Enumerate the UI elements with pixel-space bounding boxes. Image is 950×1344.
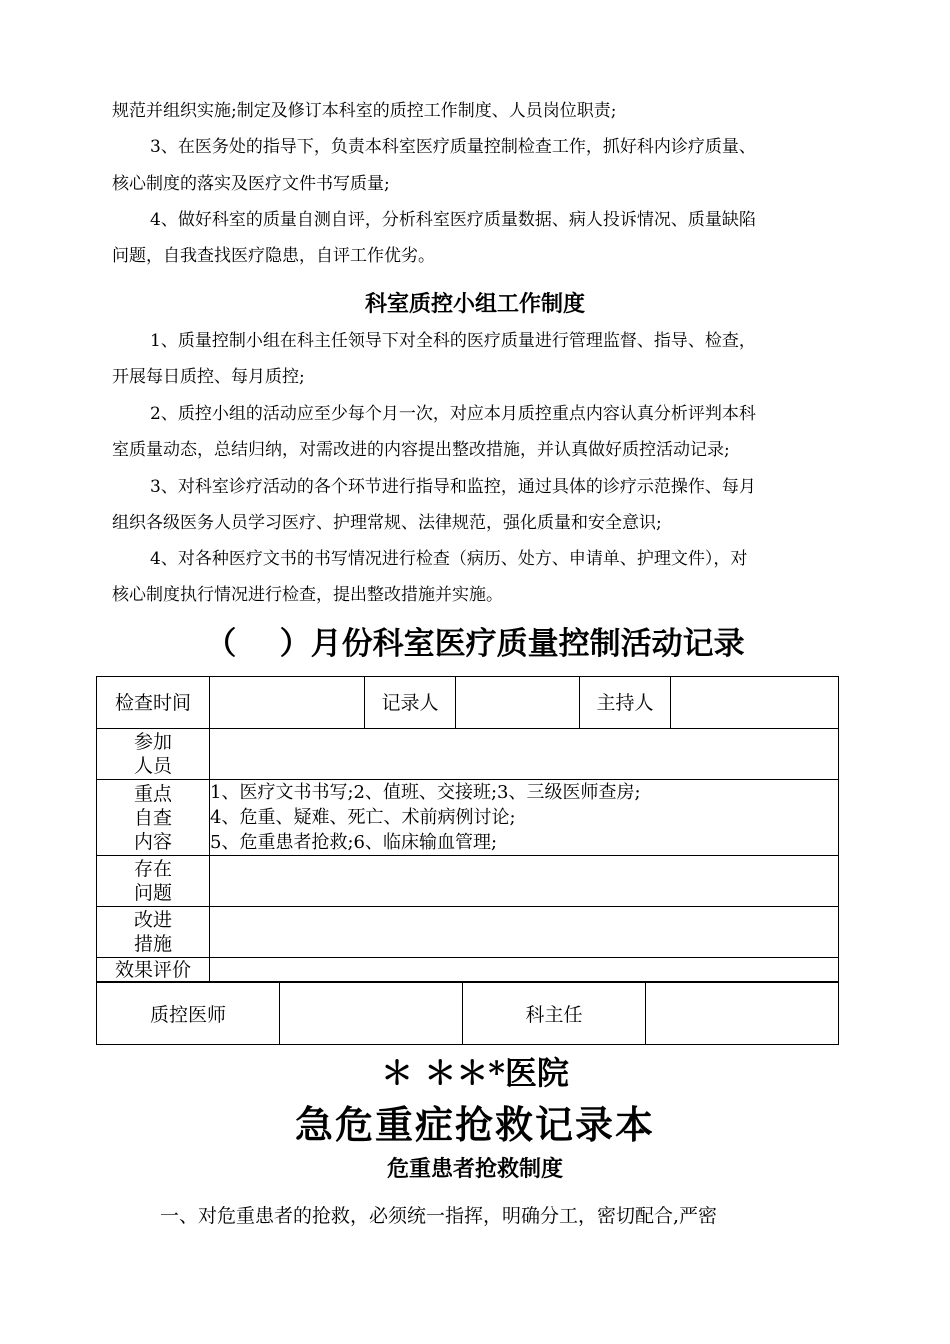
host-label: 主持人 [580, 677, 671, 729]
measures-label [97, 907, 210, 958]
participants-label-line: 人员 [133, 755, 172, 777]
key-items-label-line: 内容 [133, 830, 172, 853]
check-time-field[interactable] [210, 677, 365, 729]
key-item: 4、危重、疑难、死亡、术前病例讨论; [210, 807, 516, 828]
participants-label-line: 参加 [133, 731, 172, 753]
director-field[interactable] [646, 982, 839, 1045]
intro-line: 问题，自我查找医疗隐患，自评工作优劣。 [112, 246, 435, 266]
director-label: 科主任 [463, 982, 646, 1045]
problems-label [97, 856, 210, 907]
key-items-content [210, 780, 839, 856]
evaluation-label: 效果评价 [97, 958, 210, 983]
book-title: 急危重症抢救记录本 [294, 1102, 655, 1147]
rule-line: 1、质量控制小组在科主任领导下对全科的医疗质量进行管理监督、指导、检查， [150, 331, 756, 351]
hospital-name: ＊ ＊＊*医院 [381, 1054, 569, 1092]
rule-line: 2、质控小组的活动应至少每个月一次，对应本月质控重点内容认真分析评判本科 [150, 404, 756, 424]
problems-field[interactable] [210, 856, 839, 907]
signature-table [96, 981, 839, 1045]
intro-line: 3、在医务处的指导下，负责本科室医疗质量控制检查工作，抓好科内诊疗质量、 [150, 137, 756, 157]
key-items-label-line: 自查 [133, 806, 172, 829]
key-items-label-line: 重点 [133, 782, 172, 805]
measures-field[interactable] [210, 907, 839, 958]
check-time-label: 检查时间 [97, 677, 210, 729]
problems-label-line: 问题 [133, 882, 172, 904]
rule-line: 3、对科室诊疗活动的各个环节进行指导和监控，通过具体的诊疗示范操作、每月 [150, 477, 756, 497]
qc-doctor-field[interactable] [280, 982, 463, 1045]
evaluation-field[interactable] [210, 958, 839, 983]
intro-line: 4、做好科室的质量自测自评，分析科室医疗质量数据、病人投诉情况、质量缺陷 [150, 210, 756, 230]
section-title: 科室质控小组工作制度 [364, 292, 585, 317]
key-items-label [97, 780, 210, 856]
quality-record-table [96, 676, 839, 983]
rule-line: 开展每日质控、每月质控; [112, 367, 305, 387]
rule-line: 4、对各种医疗文书的书写情况进行检查（病历、处方、申请单、护理文件），对 [150, 549, 748, 569]
record-title: （ ）月份科室医疗质量控制活动记录 [205, 626, 745, 662]
participants-label [97, 729, 210, 780]
key-item: 5、危重患者抢救;6、临床输血管理; [210, 832, 498, 853]
measures-label-line: 改进 [133, 909, 172, 931]
problems-label-line: 存在 [133, 858, 172, 880]
rule-line: 一、对危重患者的抢救，必须统一指挥，明确分工，密切配合,严密 [160, 1205, 718, 1227]
host-field[interactable] [671, 677, 839, 729]
recorder-label: 记录人 [365, 677, 456, 729]
rule-line: 核心制度执行情况进行检查，提出整改措施并实施。 [112, 585, 503, 605]
recorder-field[interactable] [456, 677, 580, 729]
qc-doctor-label: 质控医师 [97, 982, 280, 1045]
key-item: 1、医疗文书书写;2、值班、交接班;3、三级医师查房; [210, 782, 641, 803]
participants-field[interactable] [210, 729, 839, 780]
intro-line: 核心制度的落实及医疗文件书写质量; [112, 174, 390, 194]
rule-line: 室质量动态，总结归纳，对需改进的内容提出整改措施，并认真做好质控活动记录; [112, 440, 730, 460]
intro-line: 规范并组织实施;制定及修订本科室的质控工作制度、人员岗位职责; [112, 101, 617, 121]
rule-line: 组织各级医务人员学习医疗、护理常规、法律规范，强化质量和安全意识; [112, 513, 662, 533]
section-title: 危重患者抢救制度 [386, 1157, 563, 1182]
measures-label-line: 措施 [133, 933, 172, 955]
